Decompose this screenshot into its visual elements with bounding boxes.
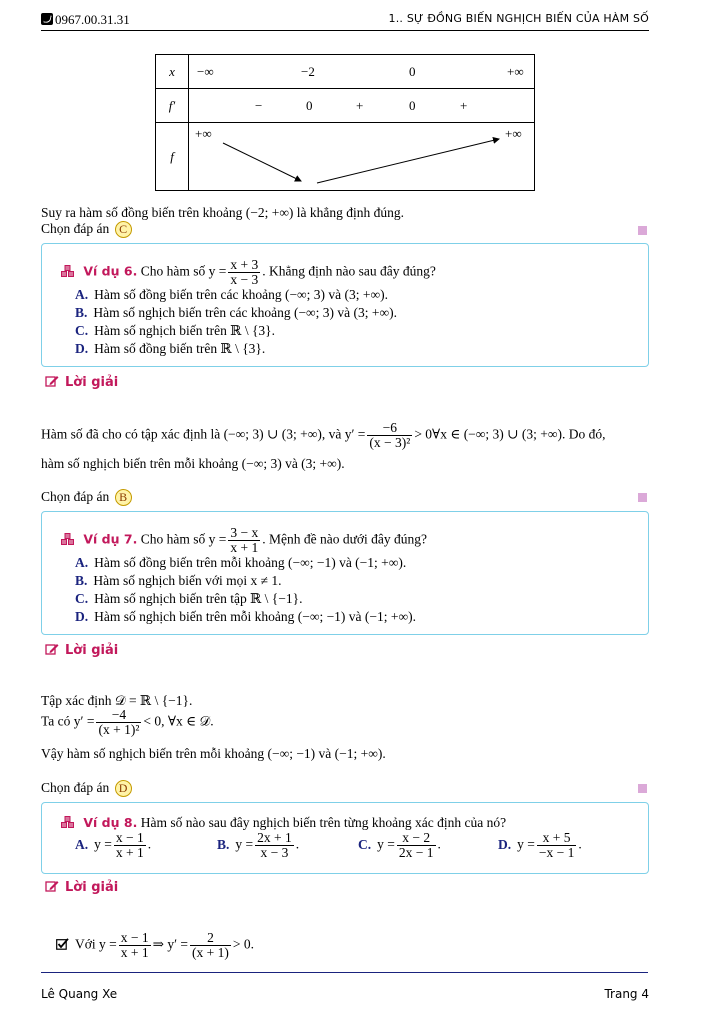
solution-8-line: Với y = $\frac{x - 1}{x + 1}$ ⇒ y′ = $\frac{2}{(x + 1)}$ > 0.	[56, 931, 254, 960]
cubes-icon	[60, 532, 76, 546]
example-label: Ví dụ 7.	[83, 531, 138, 547]
pencil-icon	[45, 643, 59, 655]
example-stem: Ví dụ 8. Hàm số nào sau đây nghịch biến trên từng khoảng xác định của nó?	[60, 815, 506, 831]
fraction: $\frac{x - 1}{x + 1}$	[115, 830, 144, 860]
option-b: B. Hàm số nghịch biến trên các khoảng (−∞; 3) và (3; +∞).	[75, 305, 398, 320]
option-a: A. Hàm số đồng biến trên các khoảng (−∞; 3) và (3; +∞).	[75, 287, 389, 302]
example-box	[41, 802, 649, 874]
pencil-icon	[45, 880, 59, 892]
variation-table	[155, 54, 535, 191]
fraction: $\frac{3 - x}{x + 1}$	[230, 525, 259, 555]
fprime-sign: +	[356, 98, 364, 113]
answer-badge: C	[115, 221, 132, 238]
f-limit: +∞	[195, 126, 212, 141]
cubes-icon	[60, 815, 76, 829]
header-phone: 0967.00.31.31	[41, 12, 130, 28]
example-box	[41, 511, 649, 635]
row-label-fprime: f′	[156, 89, 189, 123]
option-b: B. Hàm số nghịch biến với mọi x ≠ 1.	[75, 573, 282, 588]
fprime-sign: −	[255, 98, 263, 113]
answer-line: Chọn đáp án D	[41, 780, 132, 797]
checkbox-icon	[56, 938, 69, 950]
answer-line: Chọn đáp án C	[41, 221, 132, 238]
option-d: D. Hàm số đồng biến trên ℝ \ {3}.	[75, 341, 266, 356]
f-limit: +∞	[505, 126, 522, 141]
solution-heading: Lời giải	[45, 880, 118, 895]
cubes-icon	[60, 264, 76, 278]
qed-square	[638, 493, 647, 502]
fprime-sign: 0	[409, 98, 416, 113]
answer-badge: B	[115, 489, 132, 506]
option-b: B. y = $\frac{2x + 1}{x - 3}$ .	[217, 830, 300, 860]
example-stem: Ví dụ 6. Cho hàm số y = $\frac{x + 3}{x - 3}$ . Khẳng định nào sau đây đúng?	[60, 258, 436, 287]
example-label: Ví dụ 8.	[83, 815, 138, 830]
option-c: C. y = $\frac{x - 2}{2x - 1}$ .	[358, 830, 441, 860]
variation-arrows	[189, 123, 535, 191]
option-a: A. y = $\frac{x - 1}{x + 1}$ .	[75, 830, 152, 860]
x-value: −∞	[197, 64, 214, 79]
row-label-x: x	[156, 55, 189, 89]
row-label-f: f	[156, 123, 189, 191]
footer-divider	[41, 972, 648, 973]
x-value: +∞	[507, 64, 524, 79]
option-d: D. Hàm số nghịch biến trên mỗi khoảng (−∞; −1) và (−1; +∞).	[75, 609, 417, 624]
fprime-sign: +	[460, 98, 468, 113]
solution-heading: Lời giải	[45, 375, 118, 390]
option-d: D. y = $\frac{x + 5}{-x - 1}$ .	[498, 830, 582, 860]
option-c: C. Hàm số nghịch biến trên tập ℝ \ {−1}.	[75, 591, 303, 606]
header-section-title: 1.. SỰ ĐỒNG BIẾN NGHỊCH BIẾN CỦA HÀM SỐ	[388, 12, 649, 25]
fraction: $\frac{x - 1}{x + 1}$	[120, 930, 149, 960]
pencil-icon	[45, 375, 59, 387]
page-header	[41, 10, 649, 31]
qed-square	[638, 226, 647, 235]
answer-line: Chọn đáp án B	[41, 489, 132, 506]
fprime-sign: 0	[306, 98, 313, 113]
solution-heading: Lời giải	[45, 643, 118, 658]
option-a: A. Hàm số đồng biến trên mỗi khoảng (−∞; −1) và (−1; +∞).	[75, 555, 407, 570]
footer-page-number: Trang 4	[604, 987, 649, 1001]
example-label: Ví dụ 6.	[83, 263, 138, 279]
fraction: $\frac{x - 2}{2x - 1}$	[398, 830, 434, 860]
answer-badge: D	[115, 780, 132, 797]
fraction: $\frac{2}{(x + 1)}$	[192, 930, 229, 960]
phone-icon	[41, 13, 53, 25]
solution-7-line2: Ta có y′ = $\frac{-4}{\text{(x + 1)²}}$ < 0, ∀x ∈ 𝒟.	[41, 707, 214, 737]
fraction: $\frac{x + 3}{x - 3}$	[230, 257, 259, 287]
qed-square	[638, 784, 647, 793]
option-c: C. Hàm số nghịch biến trên ℝ \ {3}.	[75, 323, 276, 338]
fraction: $\frac{-4}{\text{(x + 1)²}}$	[98, 707, 140, 737]
example-box	[41, 243, 649, 367]
solution-6-line2: hàm số nghịch biến trên mỗi khoảng (−∞; 3) và (3; +∞).	[41, 456, 345, 471]
fraction: $\frac{-6}{\text{(x − 3)²}}$	[369, 420, 411, 450]
x-value: 0	[409, 64, 416, 79]
solution-7-line1: Tập xác định 𝒟 = ℝ \ {−1}.	[41, 693, 193, 708]
fraction: $\frac{2x + 1}{x - 3}$	[257, 830, 292, 860]
previous-conclusion: Suy ra hàm số đồng biến trên khoảng (−2; +∞) là khẳng định đúng.	[41, 205, 405, 220]
x-value: −2	[301, 64, 315, 79]
solution-6-line1: Hàm số đã cho có tập xác định là (−∞; 3) ∪ (3; +∞), và y′ = $\frac{-6}{\text{(x − 3)²}}$ > 0∀x ∈ (−∞; 3) ∪ (3; +∞). Do đó,	[41, 420, 606, 450]
solution-7-line3: Vậy hàm số nghịch biến trên mỗi khoảng (−∞; −1) và (−1; +∞).	[41, 746, 386, 761]
example-stem: Ví dụ 7. Cho hàm số y = $\frac{3 - x}{x + 1}$ . Mệnh đề nào dưới đây đúng?	[60, 526, 427, 555]
fraction: $\frac{x + 5}{-x - 1}$	[538, 830, 575, 860]
footer-author: Lê Quang Xe	[41, 987, 118, 1001]
